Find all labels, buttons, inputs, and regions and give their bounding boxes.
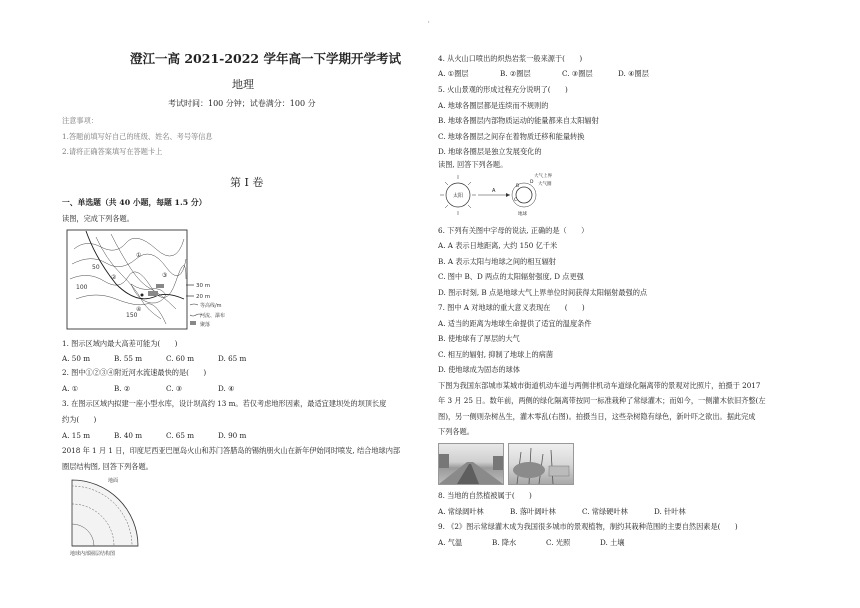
q2-options bbox=[62, 385, 235, 392]
q1-option-b[interactable]: B. 55 m bbox=[114, 354, 143, 363]
q9-stem: 9. 《2》图示常绿灌木成为我国很多城市的景观植物，制约其栽种范围的主要自然因素是( ) bbox=[438, 522, 738, 531]
top-atmosphere-label: 大气上界 bbox=[534, 174, 552, 179]
legend-contour: 等高线/m bbox=[200, 303, 222, 309]
street-para-line3: 图)，另一侧则杂树丛生，灌木零乱(右图)。拍摄当日，这些杂树隐有绿色，新叶吓之欲出。据此完成 bbox=[438, 412, 756, 421]
q9-option-b[interactable]: B. 降水 bbox=[492, 538, 517, 547]
q8-option-a[interactable]: A. 常绿阔叶林 bbox=[438, 507, 484, 516]
volume-title: 第 I 卷 bbox=[230, 176, 264, 189]
legend-village: 聚落 bbox=[200, 322, 211, 328]
q3-option-b[interactable]: B. 40 m bbox=[114, 431, 143, 440]
q9-option-a[interactable]: A. 气温 bbox=[438, 538, 463, 547]
note-2: 2.请将正确答案填写在答题卡上 bbox=[62, 147, 163, 156]
q4-option-c[interactable]: C. ③圈层 bbox=[562, 69, 593, 78]
sun-label: 太阳 bbox=[453, 193, 464, 199]
q1-option-d[interactable]: D. 65 m bbox=[218, 354, 247, 363]
photo-left bbox=[438, 443, 504, 485]
sun-earth-figure bbox=[438, 171, 568, 221]
q5-option-c[interactable]: C. 地球各圈层之间存在着物质迁移和能量转换 bbox=[438, 132, 585, 141]
q9-option-d[interactable]: D. 土壤 bbox=[600, 538, 625, 547]
point-2: ② bbox=[111, 274, 117, 281]
q8-stem: 8. 当地的自然植被属于( ) bbox=[438, 491, 532, 500]
contour-label-30m: 30 m bbox=[196, 283, 211, 289]
q5-option-a[interactable]: A. 地球各圈层都是连续而不规则的 bbox=[438, 101, 549, 110]
label-d: D bbox=[530, 180, 534, 185]
legend-river: 河流、瀑布 bbox=[200, 313, 226, 319]
q6-option-c[interactable]: C. 图中 B、D 两点的太阳辐射强度, D 点更强 bbox=[438, 272, 584, 281]
point-1: ① bbox=[136, 252, 142, 259]
label-b: B bbox=[516, 184, 520, 189]
q3-options bbox=[62, 432, 246, 439]
q8-option-b[interactable]: B. 落叶阔叶林 bbox=[510, 507, 556, 516]
q6-stem: 6. 下列有关图中字母的说法, 正确的是（ ） bbox=[438, 226, 589, 235]
ground-label: 地面 bbox=[108, 478, 119, 484]
q4-option-d[interactable]: D. ④圈层 bbox=[618, 69, 649, 78]
q4-option-b[interactable]: B. ②圈层 bbox=[500, 69, 531, 78]
q1-option-c[interactable]: C. 60 m bbox=[166, 354, 195, 363]
photo-right bbox=[508, 443, 574, 485]
point-4: ④ bbox=[136, 306, 142, 313]
q6-option-a[interactable]: A. A 表示日地距离, 大约 150 亿千米 bbox=[438, 241, 558, 250]
q1-option-a[interactable]: A. 50 m bbox=[62, 354, 91, 363]
volcano-para-line1: 2018 年 1 月 1 日，印度尼西亚巴厘岛火山和苏门答腊岛的锡纳朋火山在新年伊始同时喷发, 结合地球内部 bbox=[62, 446, 401, 455]
q8-option-d[interactable]: D. 针叶林 bbox=[654, 507, 686, 516]
note-1: 1.答题前填写好自己的班级、姓名、考号等信息 bbox=[62, 132, 213, 141]
q6-option-d[interactable]: D. 图示时刻, B 点是地球大气上界单位时间获得太阳辐射最强的点 bbox=[438, 288, 648, 297]
earth-layers-caption: 地球内部圈层结构图 bbox=[70, 551, 116, 557]
q3-option-a[interactable]: A. 15 m bbox=[62, 431, 91, 440]
exam-title: 澄江一高 2021-2022 学年高一下学期开学考试 bbox=[130, 51, 401, 66]
q5-option-b[interactable]: B. 地球各圈层内部物质运动的能量都来自太阳辐射 bbox=[438, 116, 599, 125]
point-3: ③ bbox=[162, 272, 168, 279]
q2-option-a[interactable]: A. ① bbox=[62, 384, 79, 393]
left-column bbox=[62, 0, 422, 608]
street-para-line4: 下列各题。 bbox=[438, 427, 474, 436]
q7-option-c[interactable]: C. 相互的辐射, 抑制了地球上的病菌 bbox=[438, 350, 554, 359]
notes-title: 注意事项： bbox=[62, 116, 98, 125]
intro-text: 读图，完成下列各题。 bbox=[62, 214, 134, 223]
q3-option-c[interactable]: C. 65 m bbox=[166, 431, 195, 440]
q3-stem-line2: 约为( ) bbox=[62, 415, 97, 424]
q9-option-c[interactable]: C. 光照 bbox=[546, 538, 571, 547]
q6-option-b[interactable]: B. A 表示太阳与地球之间的相互辐射 bbox=[438, 257, 556, 266]
q2-option-b[interactable]: B. ② bbox=[114, 384, 131, 393]
q5-option-d[interactable]: D. 地球各圈层是独立发展变化的 bbox=[438, 147, 542, 156]
q4-option-a[interactable]: A. ①圈层 bbox=[438, 69, 469, 78]
atmosphere-label: 大气圈 bbox=[538, 182, 552, 187]
q1-stem: 1. 图示区域内最大高差可能为( ) bbox=[62, 339, 178, 348]
contour-label-150: 150 bbox=[126, 312, 138, 319]
earth-label: 地球 bbox=[518, 212, 527, 217]
header-mark: ' bbox=[428, 21, 430, 28]
q7-option-b[interactable]: B. 使地球有了厚层的大气 bbox=[438, 334, 520, 343]
q1-options bbox=[62, 355, 246, 362]
q7-option-d[interactable]: D. 使地球成为固态的球体 bbox=[438, 365, 520, 374]
q5-stem: 5. 火山景观的形成过程充分说明了( ) bbox=[438, 85, 568, 94]
q7-option-a[interactable]: A. 适当的距离为地球生命提供了适宜的温度条件 bbox=[438, 319, 592, 328]
q8-options bbox=[438, 508, 686, 515]
street-para-line2: 年 3 月 25 日。数年前，两侧的绿化隔离带按同一标准栽种了常绿灌木；而如今，一侧灌木依旧齐整(左 bbox=[438, 396, 766, 405]
street-para-line1: 下图为我国东部城市某城市街道机动车道与两侧非机动车道绿化隔离带的景观对比照片，拍摄于 2017 bbox=[438, 381, 761, 390]
q3-stem-line1: 3. 在图示区域内拟建一座小型水库，设计坝高约 13 m。若仅考虑地形因素，最适宜建坝处的坝顶长度 bbox=[62, 399, 387, 408]
exam-info: 考试时间：100 分钟；试卷满分：100 分 bbox=[168, 99, 316, 108]
q2-option-c[interactable]: C. ③ bbox=[166, 384, 183, 393]
earth-layers-figure bbox=[68, 474, 158, 558]
section-title: 一、单选题（共 40 小题，每题 1.5 分） bbox=[62, 198, 207, 207]
q3-option-d[interactable]: D. 90 m bbox=[218, 431, 247, 440]
q2-option-d[interactable]: D. ④ bbox=[218, 384, 235, 393]
q8-option-c[interactable]: C. 常绿硬叶林 bbox=[582, 507, 628, 516]
label-c: C bbox=[514, 198, 518, 203]
intro-text-2: 读图, 回答下列各题。 bbox=[438, 160, 508, 169]
right-column bbox=[438, 0, 808, 608]
volcano-para-line2: 圈层结构图, 回答下列各题。 bbox=[62, 462, 153, 471]
label-a: A bbox=[492, 188, 496, 194]
contour-label-50: 50 bbox=[92, 264, 100, 271]
subject-title: 地理 bbox=[232, 78, 254, 91]
contour-label-20m: 20 m bbox=[196, 294, 211, 300]
q2-stem: 2. 图中①②③④附近河水流速最快的是( ) bbox=[62, 368, 207, 377]
q4-options bbox=[438, 70, 649, 77]
q4-stem: 4. 从火山口喷出的炽热岩浆一般来源于( ) bbox=[438, 54, 583, 63]
q7-stem: 7. 图中 A 对地球的重大意义表现在 ( ) bbox=[438, 303, 585, 312]
contour-map bbox=[66, 229, 228, 331]
q9-options bbox=[438, 539, 624, 546]
contour-label-100: 100 bbox=[76, 284, 88, 291]
